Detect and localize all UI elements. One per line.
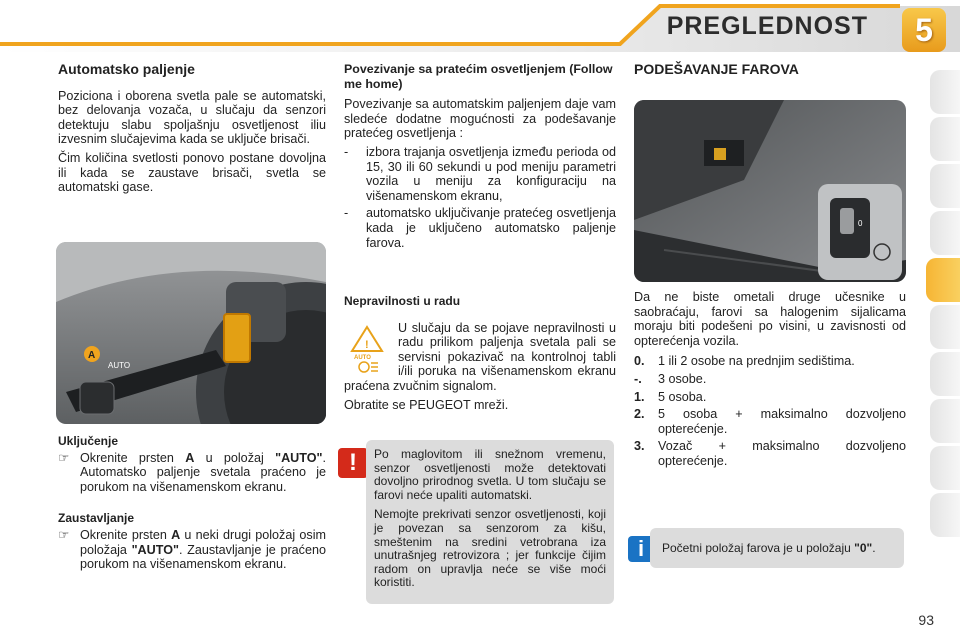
svg-text:!: ! — [365, 338, 369, 351]
chapter-tab[interactable] — [930, 493, 960, 537]
photo-label-auto: AUTO — [108, 361, 131, 370]
section-title: Automatsko paljenje — [58, 61, 195, 77]
list-item: 3. Vozač + maksimalno dozvoljeno opterećenje. — [634, 439, 906, 468]
list-item: -. 3 osobe. — [634, 371, 707, 386]
warning-text: Nemojte prekrivati senzor osvetljenosti, koji je povezan sa senzorom za kišu, smeštenim na sredini vetrobrana iza unutrašnjeg retrovizora ; jer funkcije čijim radom on upravlja neće se više moći koristiti. — [374, 507, 606, 590]
info-box — [650, 528, 904, 568]
pointer-icon: ☞ — [58, 527, 70, 542]
stalk-photo — [56, 242, 326, 424]
bullet-on: ☞ Okrenite prsten A u položaj "AUTO". Automatsko paljenje svetala praćeno je porukom na višenamenskom ekranu. — [58, 450, 326, 494]
paragraph: Povezivanje sa automatskim paljenjem daje vam sledeće dodatne mogućnosti za podešavanje pratećeg osvetljenja : — [344, 97, 616, 141]
chapter-tabs — [930, 70, 960, 540]
subheading-faults: Nepravilnosti u radu — [344, 294, 461, 308]
auto-warning-light-icon — [344, 321, 390, 373]
page-title: PREGLEDNOST — [666, 12, 868, 40]
chapter-tab[interactable] — [930, 117, 960, 161]
chapter-tab[interactable] — [930, 164, 960, 208]
warning-box — [366, 440, 614, 604]
light-stalk-illustration — [56, 242, 326, 424]
chapter-tab[interactable] — [930, 446, 960, 490]
column-headlamp-text — [634, 290, 906, 472]
paragraph: U slučaju da se pojave nepravilnosti u radu prilikom paljenja svetala pali se servisni pokazivač na kontrolnoj tabli i/ili poruka na višenamenskom ekranu praćena zvučnim signalom. — [344, 320, 616, 393]
chapter-tab[interactable] — [930, 211, 960, 255]
pointer-icon: ☞ — [58, 450, 70, 465]
chapter-tab-active[interactable] — [926, 258, 960, 302]
info-text: Početni položaj farova je u položaju "0". — [662, 541, 876, 555]
subheading-on: Uključenje — [58, 434, 119, 448]
paragraph: Da ne biste ometali druge učesnike u saobraćaju, farovi sa halogenim sijalicama moraju biti podešeni po visini, u zavisnosti od opterećenja vozila. — [634, 290, 906, 348]
list-item: 2. 5 osoba + maksimalno dozvoljeno opterećenje. — [634, 407, 906, 436]
paragraph: Čim količina svetlosti ponovo postane dovoljna ili kada se zaustave brisači, svetla se automatski gase. — [58, 150, 326, 195]
column-auto-lighting — [58, 62, 326, 199]
list-item: 1. 5 osoba. — [634, 389, 707, 404]
section-title: PODEŠAVANJE FAROVA — [634, 61, 799, 77]
section-title: Povezivanje sa pratećim osvetljenjem (Follow me home) — [344, 62, 613, 91]
column-auto-lighting-controls — [58, 434, 326, 575]
svg-text:0: 0 — [858, 219, 863, 228]
warning-icon: ! — [338, 448, 368, 478]
column-follow-me-home — [344, 62, 616, 253]
chapter-tab[interactable] — [930, 70, 960, 114]
warning-text: Po maglovitom ili snežnom vremenu, senzor osvetljenosti može detektovati dovoljno prirodnog svetla. U tom slučaju se farovi neće upaliti automatski. — [374, 447, 606, 502]
photo-label-a: A — [88, 350, 96, 361]
list-item: - izbora trajanja osvetljenja između perioda od 15, 30 ili 60 sekundi u pod meniju parametri vozila u meniju za konfiguraciju na višenamenskom ekranu, — [344, 144, 616, 203]
column-headlamp-adjust — [634, 62, 906, 83]
info-icon: i — [628, 536, 654, 562]
paragraph: Obratite se PEUGEOT mreži. — [344, 397, 509, 412]
chapter-tab[interactable] — [930, 305, 960, 349]
chapter-badge: 5 — [902, 8, 946, 52]
column-faults — [344, 294, 616, 416]
paragraph: Poziciona i oborena svetla pale se automatski, bez delovanja vozača, u slučaju da senzori detektuju slabu spoljašnju osvetljenost iliu izvesnim slučajevima kada se uključe brisači. — [58, 88, 326, 147]
bullet-off: ☞ Okrenite prsten A u neki drugi položaj osim položaja "AUTO". Zaustavljanje je praćeno porukom na višenamenskom ekranu. — [58, 527, 326, 572]
chapter-tab[interactable] — [930, 399, 960, 443]
dashboard-photo — [634, 100, 906, 282]
chapter-tab[interactable] — [930, 352, 960, 396]
headlamp-dial-illustration — [634, 100, 906, 282]
list-item: - automatsko uključivanje pratećeg osvetljenja kada je uključeno automatsko paljenje farova. — [344, 206, 616, 250]
list-item: 0. 1 ili 2 osobe na prednjim sedištima. — [634, 354, 855, 369]
svg-text:AUTO: AUTO — [354, 354, 371, 361]
subheading-off: Zaustavljanje — [58, 511, 135, 526]
header-band — [0, 0, 960, 52]
page-number: 93 — [918, 612, 934, 628]
